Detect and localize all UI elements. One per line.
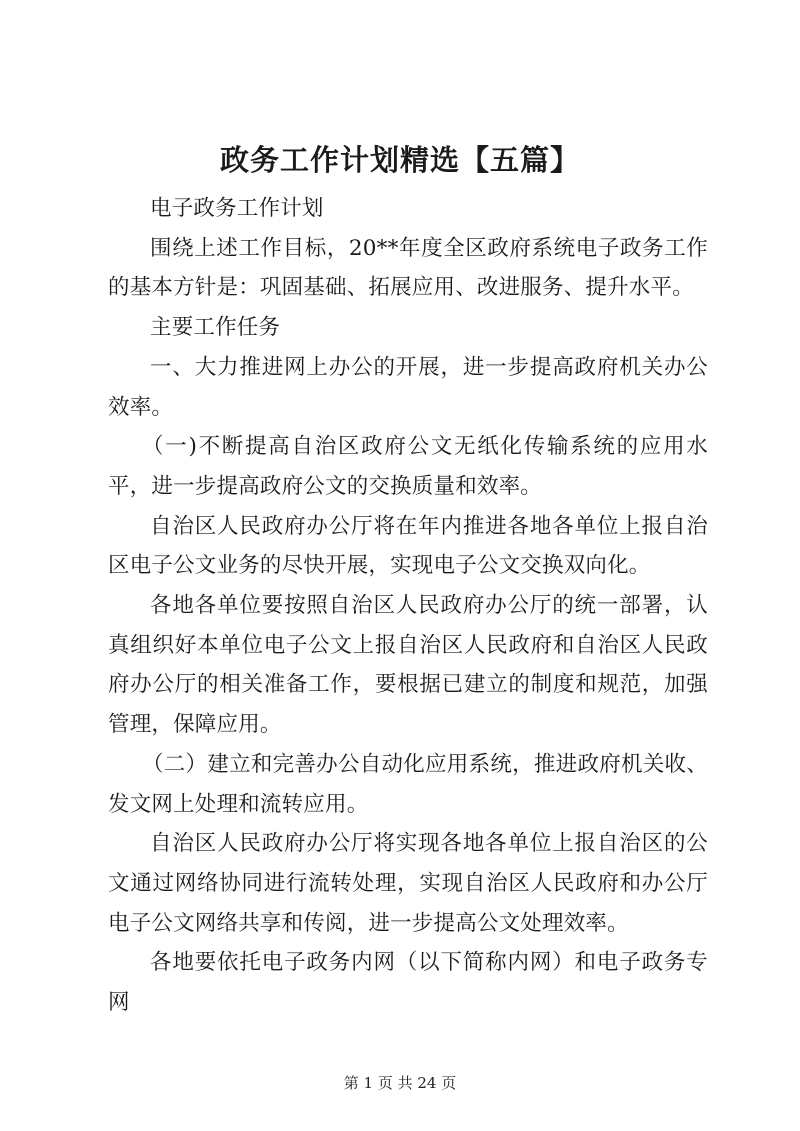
document-body: [108, 189, 708, 1023]
paragraph-9: 自治区人民政府办公厅将实现各地各单位上报自治区的公文通过网络协同进行流转处理，实现自治区人民政府和办公厅电子公文网络共享和传阅，进一步提高公文处理效率。: [108, 831, 708, 936]
paragraph-3: 主要工作任务: [150, 315, 281, 341]
paragraph-10: 各地要依托电子政务内网（以下简称内网）和电子政务专网: [108, 950, 708, 1016]
page-number-footer: 第 1 页 共 24 页: [343, 1074, 457, 1092]
paragraph-5: （一)不断提高自治区政府公文无纸化传输系统的应用水平，进一步提高政府公文的交换质量和效率。: [108, 434, 708, 499]
paragraph-7: 各地各单位要按照自治区人民政府办公厅的统一部署，认真组织好本单位电子公文上报自治区人民政府和自治区人民政府办公厅的相关准备工作，要根据已建立的制度和规范，加强管理，保障应用。: [108, 593, 708, 738]
paragraph-6: 自治区人民政府办公厅将在年内推进各地各单位上报自治区电子公文业务的尽快开展，实现电子公文交换双向化。: [108, 513, 708, 579]
paragraph-8: （二）建立和完善办公自动化应用系统，推进政府机关收、发文网上处理和流转应用。: [108, 751, 708, 817]
paragraph-4: 一、大力推进网上办公的开展，进一步提高政府机关办公效率。: [108, 354, 708, 420]
paragraph-1: 电子政务工作计划: [150, 196, 324, 221]
document-title: 政务工作计划精选【五篇】: [219, 143, 580, 177]
paragraph-2: 围绕上述工作目标，20**年度全区政府系统电子政务工作的基本方针是：巩固基础、拓展应用、改进服务、提升水平。: [108, 235, 708, 301]
